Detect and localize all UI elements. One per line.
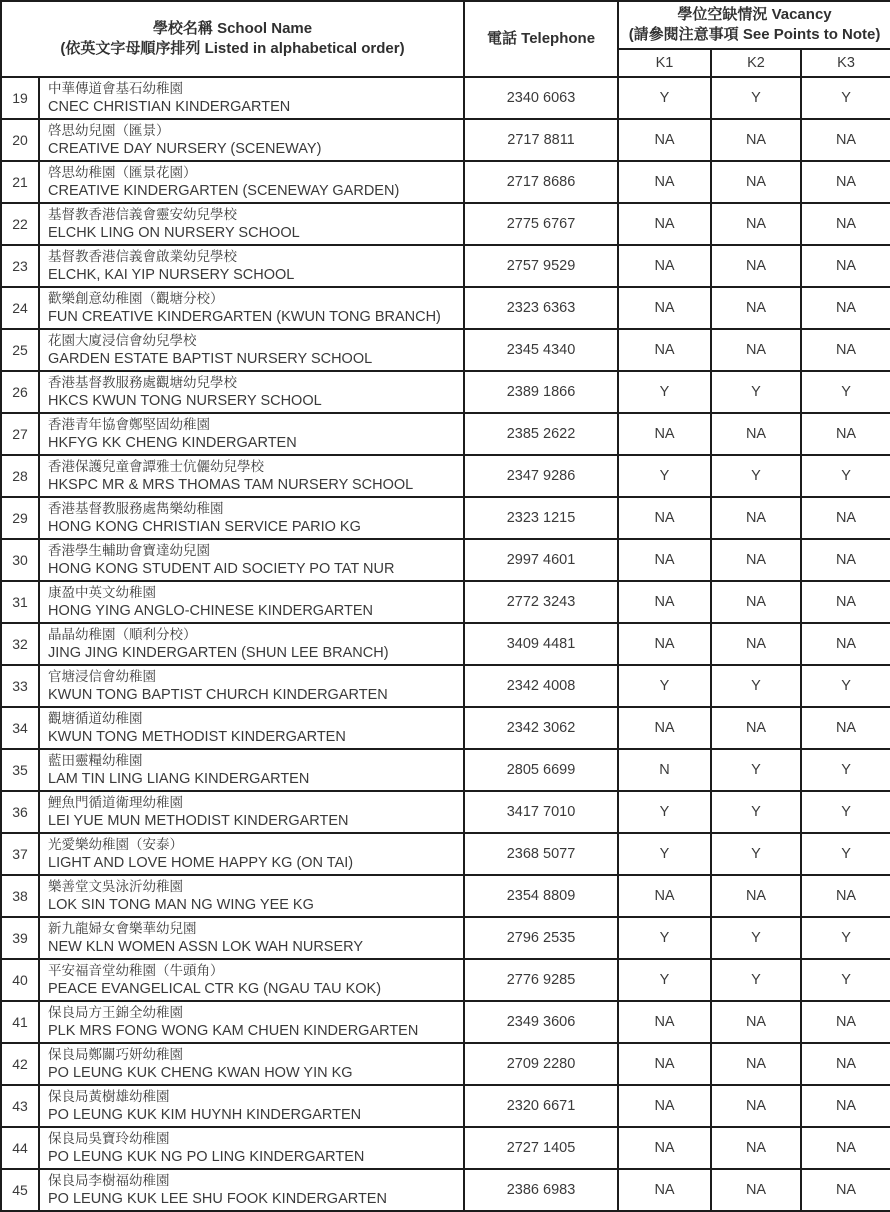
school-name-zh: 歡樂創意幼稚園（觀塘分校） (48, 291, 224, 306)
vacancy-k1-cell: Y (618, 917, 711, 959)
school-name-cell (39, 497, 464, 539)
school-name-cell (39, 833, 464, 875)
row-number-cell: 22 (1, 203, 39, 245)
vacancy-k3-cell: NA (801, 203, 890, 245)
vacancy-k3-cell: NA (801, 1001, 890, 1043)
school-name-en: LAM TIN LING LIANG KINDERGARTEN (48, 771, 310, 787)
school-name-cell (39, 917, 464, 959)
vacancy-k1-cell: NA (618, 497, 711, 539)
header-telephone: 電話 Telephone (464, 1, 618, 77)
table-row (1, 203, 890, 245)
vacancy-k3-cell: Y (801, 833, 890, 875)
table-row (1, 1169, 890, 1211)
table-row (1, 245, 890, 287)
school-name-en: GARDEN ESTATE BAPTIST NURSERY SCHOOL (48, 351, 373, 367)
table-row (1, 917, 890, 959)
header-k1: K1 (618, 49, 711, 77)
vacancy-k3-cell: NA (801, 413, 890, 455)
row-number-cell: 44 (1, 1127, 39, 1169)
table-row (1, 119, 890, 161)
school-name-en: LEI YUE MUN METHODIST KINDERGARTEN (48, 813, 349, 829)
school-name-en: HKFYG KK CHENG KINDERGARTEN (48, 435, 297, 451)
school-name-zh: 香港基督教服務處雋樂幼稚園 (48, 501, 224, 516)
vacancy-k3-cell: NA (801, 245, 890, 287)
vacancy-k2-cell: NA (711, 329, 801, 371)
school-name-zh: 花園大廈浸信會幼兒學校 (48, 333, 197, 348)
school-name-zh: 鯉魚門循道衛理幼稚園 (48, 795, 183, 810)
table-row (1, 833, 890, 875)
vacancy-k1-cell: NA (618, 245, 711, 287)
row-number-cell: 24 (1, 287, 39, 329)
vacancy-k1-cell: Y (618, 371, 711, 413)
vacancy-k1-cell: Y (618, 959, 711, 1001)
school-name-zh: 中華傳道會基石幼稚園 (48, 81, 183, 96)
school-name-cell (39, 329, 464, 371)
vacancy-k3-cell: NA (801, 623, 890, 665)
vacancy-k2-cell: Y (711, 917, 801, 959)
telephone-cell: 2320 6671 (464, 1085, 618, 1127)
telephone-cell: 2805 6699 (464, 749, 618, 791)
school-name-en: ELCHK LING ON NURSERY SCHOOL (48, 225, 300, 241)
telephone-cell: 2342 3062 (464, 707, 618, 749)
table-header (1, 1, 890, 77)
table-row (1, 749, 890, 791)
table-row (1, 665, 890, 707)
vacancy-k2-cell: NA (711, 287, 801, 329)
vacancy-k3-cell: NA (801, 1127, 890, 1169)
row-number-cell: 35 (1, 749, 39, 791)
vacancy-k3-cell: NA (801, 1085, 890, 1127)
telephone-cell: 3417 7010 (464, 791, 618, 833)
school-name-en: HKSPC MR & MRS THOMAS TAM NURSERY SCHOOL (48, 477, 414, 493)
school-name-cell (39, 413, 464, 455)
vacancy-k3-cell: NA (801, 497, 890, 539)
school-name-cell (39, 539, 464, 581)
school-name-en: PEACE EVANGELICAL CTR KG (NGAU TAU KOK) (48, 981, 382, 997)
vacancy-k2-cell: Y (711, 455, 801, 497)
school-name-cell (39, 1001, 464, 1043)
header-vacancy (618, 1, 890, 49)
table-row (1, 497, 890, 539)
table-row (1, 455, 890, 497)
vacancy-k2-cell: Y (711, 791, 801, 833)
telephone-cell: 2323 6363 (464, 287, 618, 329)
school-name-zh: 光愛樂幼稚園（安泰） (48, 837, 183, 852)
vacancy-k2-cell: NA (711, 119, 801, 161)
vacancy-k1-cell: NA (618, 875, 711, 917)
school-name-cell (39, 203, 464, 245)
vacancy-k1-cell: Y (618, 791, 711, 833)
row-number-cell: 43 (1, 1085, 39, 1127)
vacancy-k1-cell: NA (618, 119, 711, 161)
telephone-cell: 2796 2535 (464, 917, 618, 959)
row-number-cell: 37 (1, 833, 39, 875)
school-name-zh: 香港基督教服務處觀塘幼兒學校 (48, 375, 237, 390)
table-row (1, 329, 890, 371)
table-row (1, 581, 890, 623)
school-name-zh: 香港青年協會鄭堅固幼稚園 (48, 417, 210, 432)
school-name-cell (39, 665, 464, 707)
vacancy-k2-cell: NA (711, 707, 801, 749)
row-number-cell: 25 (1, 329, 39, 371)
row-number-cell: 36 (1, 791, 39, 833)
school-name-zh: 晶晶幼稚園（順利分校） (48, 627, 197, 642)
school-name-en: HONG YING ANGLO-CHINESE KINDERGARTEN (48, 603, 373, 619)
school-name-en: KWUN TONG BAPTIST CHURCH KINDERGARTEN (48, 687, 388, 703)
school-name-en: LIGHT AND LOVE HOME HAPPY KG (ON TAI) (48, 855, 354, 871)
school-name-en: FUN CREATIVE KINDERGARTEN (KWUN TONG BRANCH) (48, 309, 441, 325)
vacancy-k3-cell: Y (801, 791, 890, 833)
header-school-name-line1: 學校名稱 School Name (152, 20, 313, 37)
school-name-cell (39, 245, 464, 287)
school-name-cell (39, 791, 464, 833)
school-name-zh: 保良局鄭關巧妍幼稚園 (48, 1047, 183, 1062)
telephone-cell: 2347 9286 (464, 455, 618, 497)
school-name-en: HONG KONG CHRISTIAN SERVICE PARIO KG (48, 519, 361, 535)
telephone-cell: 2717 8686 (464, 161, 618, 203)
school-name-cell (39, 77, 464, 119)
row-number-cell: 19 (1, 77, 39, 119)
table-row (1, 1127, 890, 1169)
telephone-cell: 2323 1215 (464, 497, 618, 539)
vacancy-k2-cell: NA (711, 161, 801, 203)
vacancy-k1-cell: Y (618, 833, 711, 875)
vacancy-k3-cell: NA (801, 329, 890, 371)
school-name-zh: 啓思幼兒園（匯景） (48, 123, 170, 138)
row-number-cell: 34 (1, 707, 39, 749)
school-name-zh: 保良局吳寶玲幼稚園 (48, 1131, 170, 1146)
school-name-en: PO LEUNG KUK KIM HUYNH KINDERGARTEN (48, 1107, 362, 1123)
header-k3: K3 (801, 49, 890, 77)
table-row (1, 413, 890, 455)
school-name-en: NEW KLN WOMEN ASSN LOK WAH NURSERY (48, 939, 364, 955)
school-name-zh: 保良局黃樹雄幼稚園 (48, 1089, 170, 1104)
row-number-cell: 20 (1, 119, 39, 161)
telephone-cell: 2349 3606 (464, 1001, 618, 1043)
school-name-cell (39, 959, 464, 1001)
vacancy-k2-cell: NA (711, 1169, 801, 1211)
vacancy-k1-cell: Y (618, 665, 711, 707)
vacancy-k3-cell: Y (801, 917, 890, 959)
telephone-cell: 2340 6063 (464, 77, 618, 119)
school-name-en: PO LEUNG KUK NG PO LING KINDERGARTEN (48, 1149, 365, 1165)
telephone-cell: 2717 8811 (464, 119, 618, 161)
vacancy-k2-cell: NA (711, 581, 801, 623)
row-number-cell: 23 (1, 245, 39, 287)
vacancy-k3-cell: NA (801, 119, 890, 161)
vacancy-k1-cell: NA (618, 1001, 711, 1043)
telephone-cell: 2389 1866 (464, 371, 618, 413)
vacancy-k2-cell: NA (711, 497, 801, 539)
telephone-cell: 2368 5077 (464, 833, 618, 875)
vacancy-k2-cell: NA (711, 1085, 801, 1127)
school-name-cell (39, 623, 464, 665)
school-name-cell (39, 1169, 464, 1211)
vacancy-k1-cell: NA (618, 1043, 711, 1085)
school-name-cell (39, 707, 464, 749)
table-row (1, 287, 890, 329)
vacancy-k2-cell: Y (711, 371, 801, 413)
vacancy-k1-cell: NA (618, 161, 711, 203)
vacancy-k2-cell: Y (711, 77, 801, 119)
row-number-cell: 41 (1, 1001, 39, 1043)
school-name-cell (39, 161, 464, 203)
header-vacancy-line2: (請參閱注意事項 See Points to Note) (628, 26, 881, 43)
vacancy-k2-cell: NA (711, 539, 801, 581)
school-name-cell (39, 749, 464, 791)
school-name-cell (39, 1043, 464, 1085)
school-name-en: CNEC CHRISTIAN KINDERGARTEN (48, 99, 291, 115)
vacancy-k2-cell: NA (711, 623, 801, 665)
school-name-zh: 觀塘循道幼稚園 (48, 711, 143, 726)
vacancy-k2-cell: Y (711, 665, 801, 707)
telephone-cell: 2997 4601 (464, 539, 618, 581)
row-number-cell: 42 (1, 1043, 39, 1085)
school-name-en: PLK MRS FONG WONG KAM CHUEN KINDERGARTEN (48, 1023, 419, 1039)
school-name-cell (39, 1127, 464, 1169)
vacancy-k2-cell: NA (711, 1001, 801, 1043)
school-name-cell (39, 875, 464, 917)
school-name-cell (39, 455, 464, 497)
row-number-cell: 38 (1, 875, 39, 917)
vacancy-k1-cell: Y (618, 455, 711, 497)
header-school-name-line2: (依英文字母順序排列 Listed in alphabetical order) (60, 40, 405, 57)
table-row (1, 707, 890, 749)
row-number-cell: 28 (1, 455, 39, 497)
telephone-cell: 2345 4340 (464, 329, 618, 371)
school-name-cell (39, 287, 464, 329)
vacancy-k2-cell: NA (711, 1127, 801, 1169)
row-number-cell: 45 (1, 1169, 39, 1211)
school-name-zh: 基督教香港信義會靈安幼兒學校 (48, 207, 237, 222)
table-row (1, 959, 890, 1001)
table-row (1, 161, 890, 203)
header-k2: K2 (711, 49, 801, 77)
vacancy-k3-cell: Y (801, 455, 890, 497)
vacancy-k1-cell: NA (618, 413, 711, 455)
table-row (1, 77, 890, 119)
school-name-en: LOK SIN TONG MAN NG WING YEE KG (48, 897, 314, 913)
school-name-en: PO LEUNG KUK LEE SHU FOOK KINDERGARTEN (48, 1191, 387, 1207)
school-name-zh: 保良局方王錦全幼稚園 (48, 1005, 183, 1020)
row-number-cell: 26 (1, 371, 39, 413)
vacancy-k1-cell: NA (618, 1127, 711, 1169)
table-row (1, 1001, 890, 1043)
header-school-name (1, 1, 464, 77)
vacancy-k2-cell: NA (711, 1043, 801, 1085)
vacancy-k1-cell: NA (618, 707, 711, 749)
table-row (1, 623, 890, 665)
telephone-cell: 2757 9529 (464, 245, 618, 287)
header-vacancy-line1: 學位空缺情況 Vacancy (677, 6, 832, 23)
school-name-zh: 平安福音堂幼稚園（牛頭角） (48, 963, 224, 978)
vacancy-k1-cell: Y (618, 77, 711, 119)
row-number-cell: 33 (1, 665, 39, 707)
row-number-cell: 40 (1, 959, 39, 1001)
school-name-zh: 康盈中英文幼稚園 (48, 585, 156, 600)
vacancy-k3-cell: Y (801, 77, 890, 119)
school-name-en: PO LEUNG KUK CHENG KWAN HOW YIN KG (48, 1065, 353, 1081)
row-number-cell: 21 (1, 161, 39, 203)
vacancy-k3-cell: NA (801, 161, 890, 203)
vacancy-k2-cell: Y (711, 749, 801, 791)
school-name-en: KWUN TONG METHODIST KINDERGARTEN (48, 729, 346, 745)
table-row (1, 791, 890, 833)
vacancy-k1-cell: NA (618, 203, 711, 245)
vacancy-k2-cell: NA (711, 203, 801, 245)
vacancy-k3-cell: NA (801, 875, 890, 917)
vacancy-k3-cell: NA (801, 1043, 890, 1085)
vacancy-k2-cell: Y (711, 833, 801, 875)
vacancy-k1-cell: NA (618, 581, 711, 623)
table-row (1, 371, 890, 413)
row-number-cell: 39 (1, 917, 39, 959)
school-name-en: CREATIVE KINDERGARTEN (SCENEWAY GARDEN) (48, 183, 400, 199)
vacancy-k2-cell: Y (711, 959, 801, 1001)
table-row (1, 875, 890, 917)
table-row (1, 1043, 890, 1085)
vacancy-k1-cell: NA (618, 1085, 711, 1127)
school-name-zh: 基督教香港信義會啟業幼兒學校 (48, 249, 237, 264)
school-name-cell (39, 371, 464, 413)
vacancy-k1-cell: NA (618, 539, 711, 581)
vacancy-k1-cell: NA (618, 287, 711, 329)
vacancy-k3-cell: Y (801, 749, 890, 791)
table-body (1, 77, 890, 1211)
vacancy-k3-cell: NA (801, 287, 890, 329)
vacancy-k3-cell: NA (801, 539, 890, 581)
vacancy-k3-cell: NA (801, 1169, 890, 1211)
school-name-zh: 啓思幼稚園（匯景花園） (48, 165, 197, 180)
school-name-zh: 藍田靈糧幼稚園 (48, 753, 143, 768)
school-name-en: CREATIVE DAY NURSERY (SCENEWAY) (48, 141, 322, 157)
telephone-cell: 2386 6983 (464, 1169, 618, 1211)
telephone-cell: 2776 9285 (464, 959, 618, 1001)
school-name-zh: 香港保護兒童會譚雅士伉儷幼兒學校 (48, 459, 264, 474)
telephone-cell: 2354 8809 (464, 875, 618, 917)
vacancy-k1-cell: NA (618, 1169, 711, 1211)
table-row (1, 1085, 890, 1127)
school-name-en: ELCHK, KAI YIP NURSERY SCHOOL (48, 267, 295, 283)
school-name-zh: 保良局李樹福幼稚園 (48, 1173, 170, 1188)
vacancy-k2-cell: NA (711, 245, 801, 287)
school-name-cell (39, 581, 464, 623)
vacancy-k1-cell: NA (618, 329, 711, 371)
school-name-en: HKCS KWUN TONG NURSERY SCHOOL (48, 393, 322, 409)
vacancy-k2-cell: NA (711, 875, 801, 917)
school-name-cell (39, 119, 464, 161)
vacancy-k3-cell: Y (801, 959, 890, 1001)
row-number-cell: 32 (1, 623, 39, 665)
telephone-cell: 2772 3243 (464, 581, 618, 623)
school-name-cell (39, 1085, 464, 1127)
row-number-cell: 29 (1, 497, 39, 539)
vacancy-k1-cell: N (618, 749, 711, 791)
school-name-zh: 香港學生輔助會寶達幼兒園 (48, 543, 210, 558)
telephone-cell: 3409 4481 (464, 623, 618, 665)
school-name-zh: 官塘浸信會幼稚園 (48, 669, 156, 684)
row-number-cell: 27 (1, 413, 39, 455)
vacancy-k3-cell: Y (801, 371, 890, 413)
vacancy-k3-cell: Y (801, 665, 890, 707)
telephone-cell: 2342 4008 (464, 665, 618, 707)
telephone-cell: 2709 2280 (464, 1043, 618, 1085)
vacancy-k1-cell: NA (618, 623, 711, 665)
school-name-zh: 樂善堂文吳泳沂幼稚園 (48, 879, 183, 894)
vacancy-k2-cell: NA (711, 413, 801, 455)
school-name-en: HONG KONG STUDENT AID SOCIETY PO TAT NUR (48, 561, 395, 577)
telephone-cell: 2775 6767 (464, 203, 618, 245)
table-row (1, 539, 890, 581)
vacancy-k3-cell: NA (801, 707, 890, 749)
telephone-cell: 2385 2622 (464, 413, 618, 455)
school-name-en: JING JING KINDERGARTEN (SHUN LEE BRANCH) (48, 645, 389, 661)
school-name-zh: 新九龍婦女會樂華幼兒園 (48, 921, 197, 936)
vacancy-k3-cell: NA (801, 581, 890, 623)
row-number-cell: 30 (1, 539, 39, 581)
telephone-cell: 2727 1405 (464, 1127, 618, 1169)
row-number-cell: 31 (1, 581, 39, 623)
